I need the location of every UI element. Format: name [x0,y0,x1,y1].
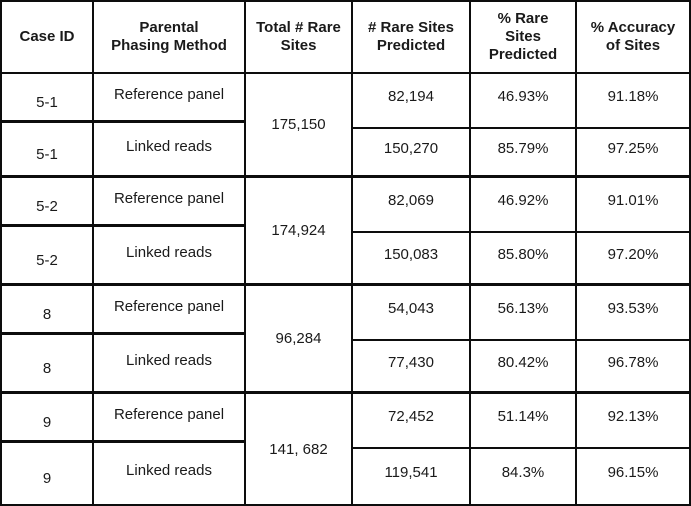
pct-predicted-column [471,286,577,391]
pct-predicted-cell: 46.92% [471,178,575,233]
header-label-line: % Accuracy [590,19,676,36]
header-label-line: % Rare [497,10,549,27]
total-sites-column [246,286,353,391]
predicted-cell: 119,541 [384,464,438,481]
pct-predicted-column [471,74,577,175]
predicted-column [353,178,471,283]
case-id-cell: 8 [42,359,52,377]
pct-predicted-cell: 56.13% [471,286,575,341]
predicted-cell: 150,270 [383,139,439,157]
header-label-line: Parental [139,19,199,36]
total-sites-column [246,394,353,504]
method-column [94,286,246,391]
case-id-cell: 5-1 [36,145,58,163]
header-cell-total-rare-sites [246,2,353,72]
method-column [94,74,246,175]
pct-predicted-column [471,394,577,504]
accuracy-cell: 93.53% [577,286,689,341]
header-label-line: # Rare Sites [368,19,454,36]
accuracy-cell: 96.78% [607,353,659,371]
predicted-cell: 72,452 [353,394,469,449]
header-label-line: Phasing Method [111,37,227,54]
pct-predicted-cell: 84.3% [501,464,545,481]
header-label-line: of Sites [605,37,661,54]
case-id-cell: 5-1 [2,74,92,123]
case-id-cell: 9 [2,394,92,443]
table-header-row [2,2,689,74]
accuracy-column [577,286,689,391]
total-sites-cell: 96,284 [275,330,322,347]
header-label-line: Case ID [19,28,75,45]
predicted-cell: 150,083 [383,245,439,263]
predicted-column [353,286,471,391]
header-cell-pct-accuracy-of-sites [577,2,689,72]
method-column [94,178,246,283]
header-label-line: Total # Rare [256,19,341,36]
method-cell: Reference panel [94,394,244,443]
pct-predicted-cell: 85.80% [497,245,549,263]
method-cell: Reference panel [94,74,244,123]
case-id-cell: 5-2 [2,178,92,227]
accuracy-column [577,74,689,175]
header-cell-rare-sites-predicted [353,2,471,72]
case-id-column [2,74,94,175]
method-cell: Linked reads [126,462,212,479]
pct-predicted-cell: 51.14% [471,394,575,449]
header-label-line: Sites [505,28,541,45]
method-cell: Linked reads [126,243,212,261]
predicted-cell: 82,069 [353,178,469,233]
total-sites-column [246,74,353,175]
header-cell-pct-rare-sites-predicted [471,2,577,72]
header-label-line: Predicted [488,46,558,63]
accuracy-column [577,178,689,283]
accuracy-cell: 96.15% [607,464,659,481]
total-sites-column [246,178,353,283]
method-cell: Linked reads [126,137,212,155]
method-cell: Linked reads [126,351,212,369]
case-id-column [2,286,94,391]
pct-predicted-cell: 80.42% [497,353,549,371]
predicted-cell: 82,194 [353,74,469,129]
header-label-line: Predicted [376,37,446,54]
case-id-cell: 8 [2,286,92,335]
header-label-line: Sites [280,37,317,54]
method-column [94,394,246,504]
accuracy-cell: 91.01% [577,178,689,233]
header-cell-parental-phasing-method [94,2,246,72]
case-id-cell: 5-2 [36,251,58,269]
accuracy-cell: 97.20% [607,245,659,263]
pct-predicted-cell: 85.79% [497,139,549,157]
total-sites-cell: 174,924 [271,222,326,239]
case-group-8 [2,286,689,394]
accuracy-cell: 91.18% [577,74,689,129]
predicted-cell: 54,043 [353,286,469,341]
predicted-cell: 77,430 [388,353,434,371]
pct-predicted-column [471,178,577,283]
accuracy-column [577,394,689,504]
accuracy-cell: 92.13% [577,394,689,449]
case-group-5-2 [2,178,689,286]
method-cell: Reference panel [94,178,244,227]
predicted-column [353,74,471,175]
case-group-5-1 [2,74,689,178]
accuracy-cell: 97.25% [607,139,659,157]
method-cell: Reference panel [94,286,244,335]
total-sites-cell: 175,150 [271,116,326,133]
case-id-column [2,178,94,283]
case-id-cell: 9 [42,470,52,487]
case-group-9 [2,394,689,504]
total-sites-cell: 141, 682 [269,440,328,458]
header-cell-case-id [2,2,94,72]
case-id-column [2,394,94,504]
predicted-column [353,394,471,504]
pct-predicted-cell: 46.93% [471,74,575,129]
